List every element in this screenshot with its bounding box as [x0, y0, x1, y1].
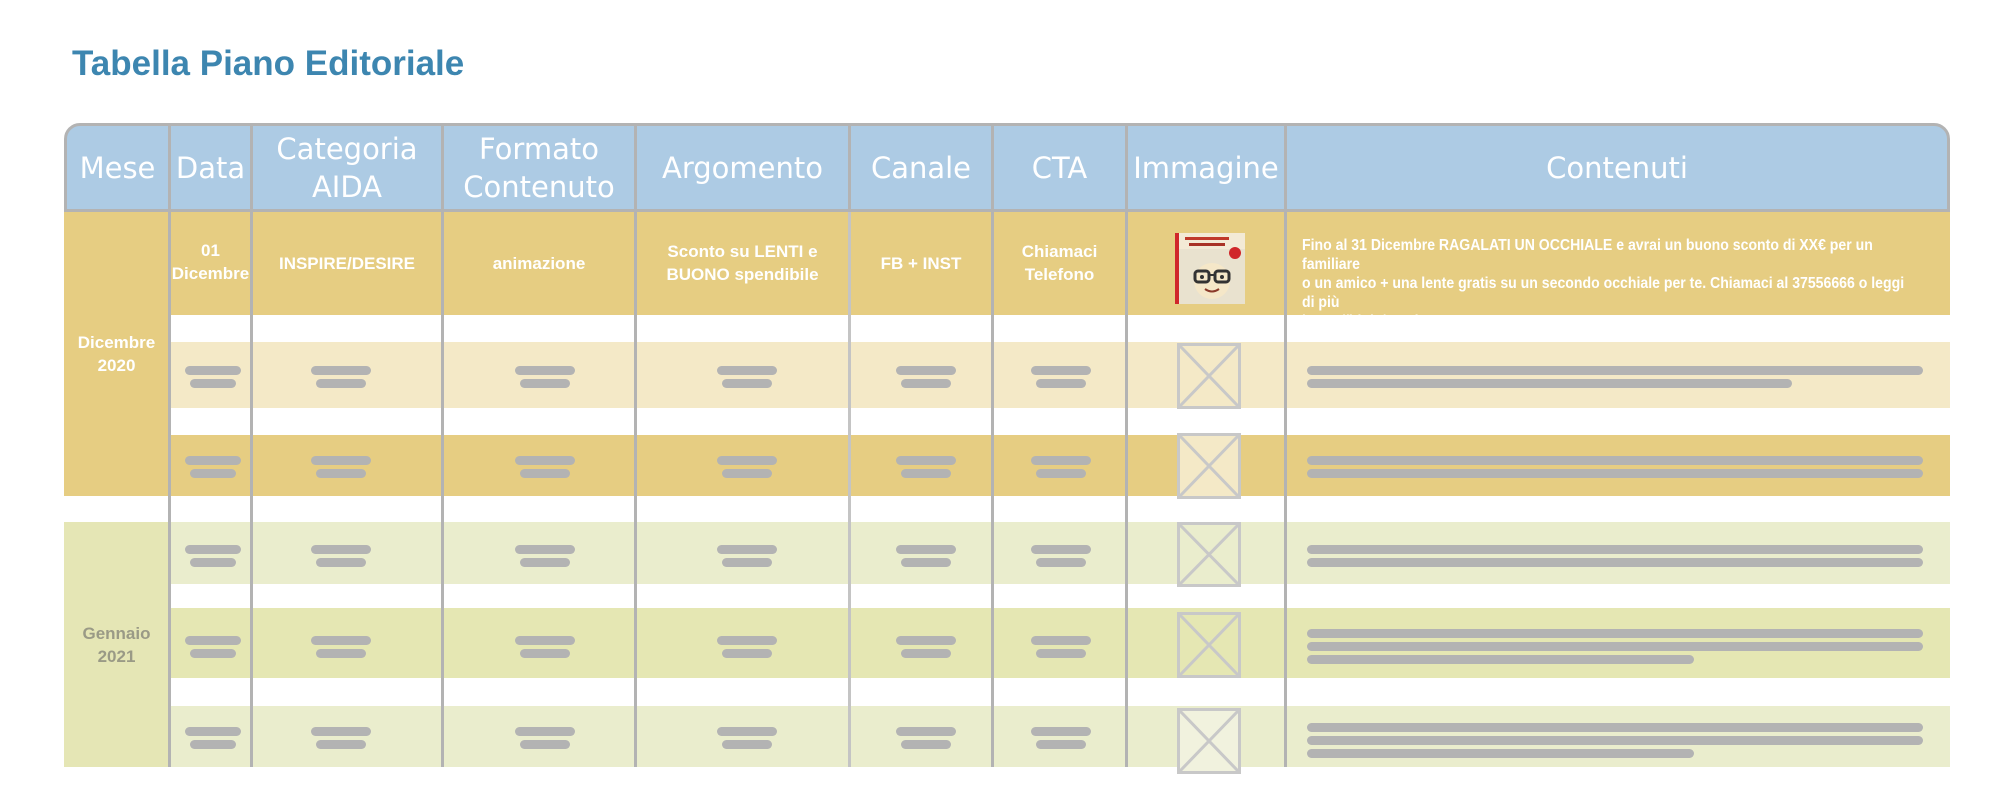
- month-year: 2020: [97, 356, 136, 375]
- month-cell-january: [64, 522, 169, 767]
- month-name: Gennaio: [82, 623, 151, 643]
- placeholder-text: [896, 456, 956, 465]
- cell-argomento: [637, 238, 848, 288]
- placeholder-text: [520, 558, 570, 567]
- placeholder-text: [190, 379, 236, 388]
- image-placeholder-icon: [1177, 708, 1241, 774]
- table-row: [64, 435, 1950, 496]
- header-cta: CTA: [1031, 150, 1088, 185]
- placeholder-text: [520, 649, 570, 658]
- header-canale: Canale: [870, 150, 972, 185]
- placeholder-text: [901, 740, 951, 749]
- header-contenuti: Contenuti: [1546, 150, 1688, 185]
- placeholder-text: [311, 636, 371, 645]
- cell-canale: FB + INST: [880, 253, 962, 273]
- placeholder-text: [717, 636, 777, 645]
- contenuti-line: https://bit.ly/natale_OS_2020: [1302, 313, 1494, 330]
- month-year: 2021: [97, 646, 136, 666]
- placeholder-text: [515, 727, 575, 736]
- placeholder-text: [1036, 558, 1086, 567]
- column-divider: [848, 212, 851, 767]
- placeholder-text: [1307, 545, 1923, 554]
- image-placeholder-icon: [1177, 343, 1241, 409]
- placeholder-text: [515, 636, 575, 645]
- placeholder-text: [311, 545, 371, 554]
- header-immagine: Immagine: [1133, 150, 1279, 185]
- promo-glasses-thumbnail: [1175, 233, 1245, 304]
- placeholder-text: [1307, 655, 1694, 664]
- placeholder-text: [901, 379, 951, 388]
- cell-argomento-line2: BUONO spendibile: [666, 265, 819, 284]
- page-title: Tabella Piano Editoriale: [72, 44, 465, 83]
- cell-categoria: INSPIRE/DESIRE: [278, 253, 416, 273]
- placeholder-text: [1036, 379, 1086, 388]
- placeholder-text: [717, 456, 777, 465]
- cell-cta: [994, 238, 1125, 288]
- cell-formato: animazione: [492, 253, 586, 273]
- header-formato-line2: Contenuto: [463, 169, 615, 204]
- header-categoria-line1: Categoria: [276, 131, 418, 166]
- placeholder-text: [1307, 723, 1923, 732]
- thumbnail-text-line: [1189, 243, 1225, 246]
- placeholder-text: [515, 366, 575, 375]
- placeholder-text: [717, 727, 777, 736]
- column-divider: [991, 212, 994, 767]
- placeholder-text: [1031, 636, 1091, 645]
- placeholder-text: [896, 727, 956, 736]
- contenuti-line: Fino al 31 Dicembre RAGALATI UN OCCHIALE e avrai un buono sconto di XX€ per un familiare: [1302, 237, 1873, 273]
- image-placeholder-icon: [1177, 612, 1241, 678]
- placeholder-text: [515, 456, 575, 465]
- placeholder-text: [185, 366, 241, 375]
- placeholder-text: [515, 545, 575, 554]
- placeholder-text: [1031, 545, 1091, 554]
- cell-cta-line2: Telefono: [1024, 265, 1095, 284]
- placeholder-text: [520, 740, 570, 749]
- placeholder-text: [901, 649, 951, 658]
- month-cell-december: [64, 212, 169, 496]
- placeholder-text: [316, 379, 366, 388]
- placeholder-text: [185, 545, 241, 554]
- header-categoria-line2: AIDA: [311, 169, 383, 204]
- placeholder-text: [722, 469, 772, 478]
- placeholder-text: [722, 379, 772, 388]
- placeholder-text: [316, 740, 366, 749]
- cell-data-day: 01: [201, 241, 220, 260]
- placeholder-text: [1031, 366, 1091, 375]
- column-divider: [441, 212, 444, 767]
- image-placeholder-icon: [1177, 522, 1241, 587]
- column-divider: [1125, 212, 1128, 767]
- placeholder-text: [1036, 649, 1086, 658]
- header-data: Data: [175, 150, 246, 185]
- placeholder-text: [1307, 736, 1923, 745]
- image-placeholder-icon: [1177, 433, 1241, 499]
- placeholder-text: [1307, 749, 1694, 758]
- placeholder-text: [901, 558, 951, 567]
- header-mese: Mese: [79, 150, 156, 185]
- placeholder-text: [1307, 558, 1923, 567]
- contenuti-line: o un amico + una lente gratis su un secondo occhiale per te. Chiamaci al 37556666 o leggi di più: [1302, 275, 1905, 311]
- placeholder-text: [1307, 629, 1923, 638]
- placeholder-text: [311, 456, 371, 465]
- header-categoria-aida: [253, 126, 441, 209]
- cell-argomento-line1: Sconto su LENTI e: [667, 242, 818, 261]
- placeholder-text: [717, 545, 777, 554]
- placeholder-text: [722, 649, 772, 658]
- placeholder-text: [1307, 642, 1923, 651]
- column-divider: [634, 212, 637, 767]
- placeholder-text: [1307, 379, 1792, 388]
- placeholder-text: [896, 366, 956, 375]
- placeholder-text: [316, 469, 366, 478]
- thumbnail-text-line: [1185, 237, 1229, 240]
- placeholder-text: [717, 366, 777, 375]
- column-divider: [250, 212, 253, 767]
- cell-data: [171, 236, 250, 288]
- placeholder-text: [311, 727, 371, 736]
- placeholder-text: [316, 649, 366, 658]
- placeholder-text: [1307, 456, 1923, 465]
- placeholder-text: [901, 469, 951, 478]
- cell-data-month: Dicembre: [171, 264, 250, 283]
- column-divider: [168, 212, 171, 767]
- placeholder-text: [190, 469, 236, 478]
- table-row: [64, 342, 1950, 408]
- placeholder-text: [520, 379, 570, 388]
- cell-cta-line1: Chiamaci: [1021, 242, 1098, 261]
- placeholder-text: [185, 456, 241, 465]
- placeholder-text: [316, 558, 366, 567]
- placeholder-text: [520, 469, 570, 478]
- placeholder-text: [1036, 469, 1086, 478]
- placeholder-text: [185, 636, 241, 645]
- header-argomento: Argomento: [662, 150, 823, 185]
- placeholder-text: [190, 649, 236, 658]
- placeholder-text: [190, 558, 236, 567]
- placeholder-text: [722, 740, 772, 749]
- placeholder-text: [1031, 727, 1091, 736]
- cell-contenuti: [1302, 236, 1918, 331]
- header-formato-contenuto: [444, 126, 634, 209]
- placeholder-text: [722, 558, 772, 567]
- placeholder-text: [896, 545, 956, 554]
- header-formato-line1: Formato: [479, 131, 599, 166]
- placeholder-text: [1307, 366, 1923, 375]
- placeholder-text: [1036, 740, 1086, 749]
- placeholder-text: [311, 366, 371, 375]
- placeholder-text: [896, 636, 956, 645]
- month-name: Dicembre: [77, 333, 156, 352]
- glasses-face-icon: [1183, 255, 1241, 299]
- placeholder-text: [185, 727, 241, 736]
- placeholder-text: [190, 740, 236, 749]
- column-divider: [1284, 212, 1287, 767]
- placeholder-text: [1307, 469, 1923, 478]
- placeholder-text: [1031, 456, 1091, 465]
